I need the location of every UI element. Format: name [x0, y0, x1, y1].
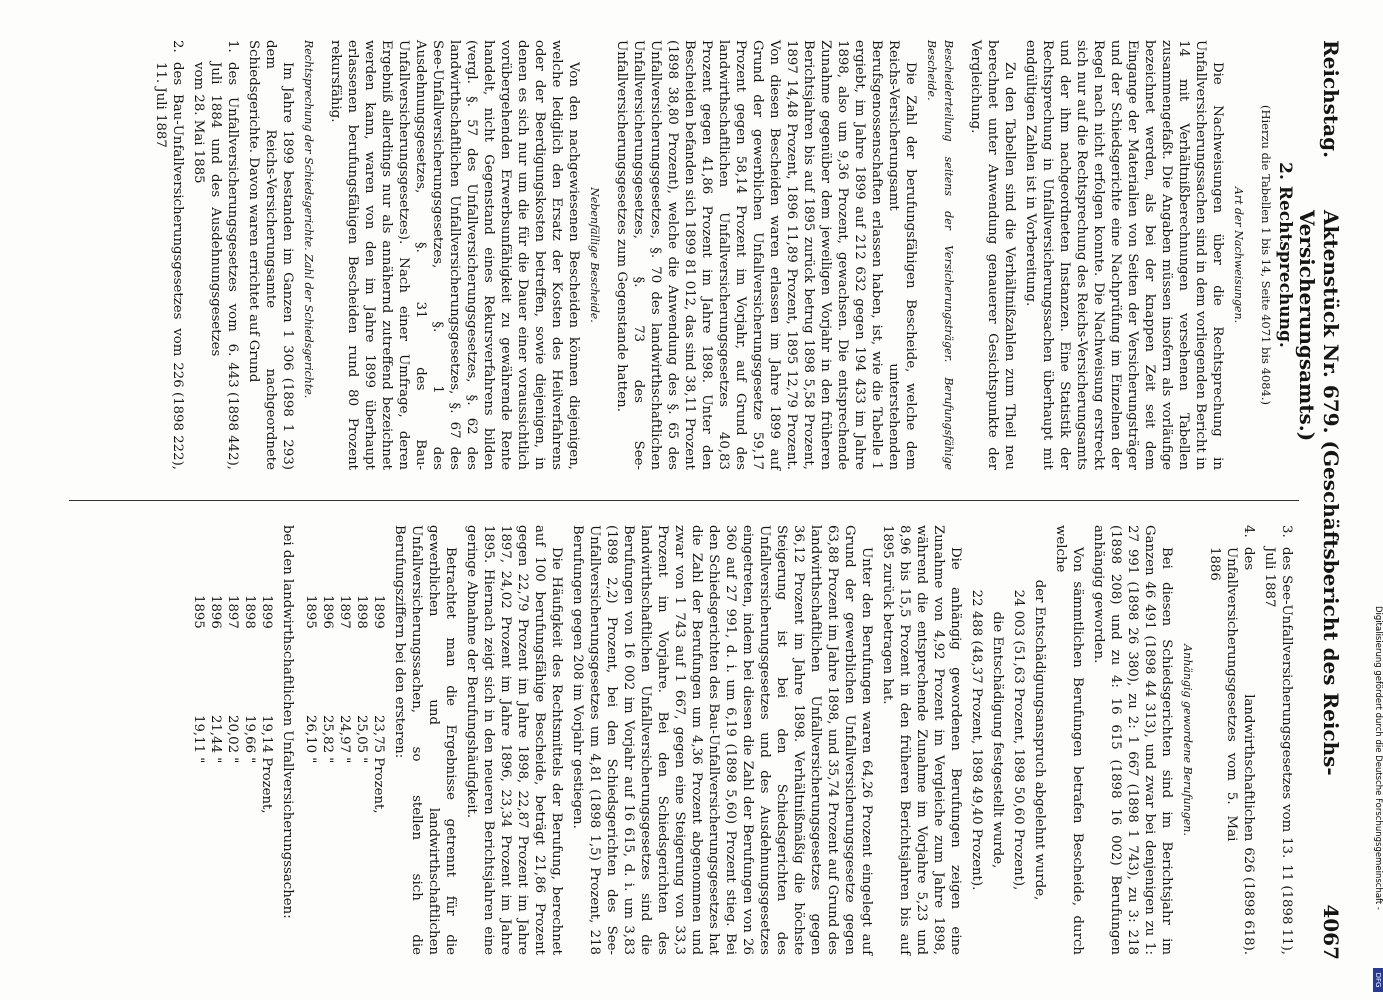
- value-cell: 21,44 ": [208, 715, 223, 764]
- header-title: Aktenstück Nr. 679. (Geschäftsbericht des Reichs-Versicherungsamts.): [1295, 210, 1343, 776]
- section-title: 2. Rechtsprechung.: [1275, 162, 1295, 348]
- table-row: [258, 595, 275, 955]
- value-cell: 25,05 ": [354, 715, 369, 764]
- value-cell: 20,02 ": [225, 715, 240, 764]
- year-cell: 1896: [320, 595, 335, 629]
- value-cell: 19,66 ": [242, 715, 257, 764]
- year-cell: 1897: [225, 595, 240, 629]
- table-row: [190, 595, 207, 955]
- table-row: [353, 595, 370, 955]
- list-value: 626 (1898 618).: [1241, 847, 1256, 955]
- digitization-credit: Digitalisierung gefördert durch die Deutsche Forschungsgemeinschaft -: [1373, 606, 1383, 910]
- court-list: [1206, 525, 1295, 955]
- paragraph: Die Häufigkeit des Rechtsmittels der Berufung, berechnet auf 100 berufungsfähige Bescheide, beträgt 21,86 Prozent gegen 22,79 Prozent im Jahre 1898, 22,87 Prozent im Jahre 1897, 24,02 Prozent im Jahre 1896, 23,34 Prozent im Jahre 1895. Hiernach zeigt sich in den neueren Berichtsjahren eine geringe Abnahme der Berufungshäufigkeit.: [464, 525, 564, 955]
- section-note: (Hierzu die Tabellen 1 bis 14, Seite 4071 bis 4084.): [1259, 104, 1273, 406]
- list-item: [152, 40, 186, 470]
- value-cell: 19,11 ": [191, 715, 206, 764]
- paragraph: Betrachtet man die Ergebnisse getrennt für die gewerblichen und landwirthschaftlichen Unfallversicherungssachen, so stellen sich die Berufungsziffern bei den ersteren:: [392, 525, 458, 955]
- paragraph: Bei diesen Schiedsgerichten sind im Berichtsjahr im Ganzen 46 491 (1898 44 313), und zwar bei denjenigen zu 1: 27 991 (1898 26 380), zu 2: 1 667 (1898 1 743), zu 3: 218 (1898 208) und zu 4: 16 615 (1898 16 002) Berufungen anhängig geworden.: [1091, 525, 1174, 955]
- page-number: 4067: [1319, 904, 1343, 960]
- subheading: Anhängig gewordene Berufungen.: [1181, 644, 1194, 836]
- court-list: [152, 40, 241, 470]
- list-number: 3.: [1279, 525, 1294, 538]
- table-row: [336, 595, 353, 955]
- list-text: des Unfallversicherungsgesetzes vom 6. Juli 1884 und des Ausdehnungsgesetzes vom 28. Mai 1885: [191, 62, 240, 357]
- paragraph: Unter den Berufungen waren 64,26 Prozent eingelegt auf Grund der gewerblichen Unfallversicherungsgesetze gegen 63,88 Prozent im Jahre 1898, und 35,74 Prozent auf Grund des landwirthschaftlichen Unfallversicherungsgesetzes gegen 36,12 Prozent im Jahre 1898. Verhältnißmäßig die höchste Steigerung ist bei den Schiedsgerichten des Unfallversicherungsgesetzes und des Ausdehnungsgesetzes eingetreten, indem bei diesen die Zahl der Berufungen von 26 360 auf 27 991, d. i. um 6,19 (1898 5,60) Prozent stieg. Bei den Schiedsgerichten des Bau-Unfallversicherungsgesetzes hat die Zahl der Berufungen um 4,36 Prozent abgenommen und zwar von 1 743 auf 1 667, gegen eine Steigerung von 33,3 Prozent im Vorjahre. Bei den Schiedsgerichten des landwirthschaftlichen Unfallversicherungsgesetzes sind die Berufungen von 16 002 im Vorjahr auf 16 615, d. i. um 3,83 (1898 2,2) Prozent, bei den Schiedsgerichten des See-Unfallversicherungsgesetzes um 4,81 (1898 1,5) Prozent, 218 Berufungen gegen 208 im Vorjahr gestiegen.: [570, 525, 874, 955]
- value-cell: 23,75 Prozent,: [371, 715, 386, 814]
- left-column: [148, 40, 1299, 470]
- subheading: Art der Nachweisungen.: [1232, 186, 1245, 324]
- year-table-commercial: [302, 595, 387, 955]
- stat-line: der Entschädigungsanspruch abgelehnt wurde,: [1032, 579, 1047, 901]
- header-left: Reichstag.: [1319, 40, 1343, 159]
- list-text: des landwirthschaftlichen Unfallversicherungsgesetzes vom 5. Mai 1886: [1207, 547, 1256, 842]
- list-number: 1.: [225, 40, 240, 53]
- right-column: [184, 525, 1299, 955]
- value-cell: 26,10 ": [303, 715, 318, 764]
- year-table-agricultural: [190, 595, 275, 955]
- table-row: [319, 595, 336, 955]
- paragraph: Von sämmtlichen Berufungen betrafen Bescheide, durch welche: [1053, 525, 1085, 955]
- year-cell: 1896: [208, 595, 223, 629]
- digitization-credit-strip: [1372, 0, 1383, 1000]
- table-row: [370, 595, 387, 955]
- paragraph: Zu den Tabellen sind die Verhältnißzahlen zum Theil neu berechnet unter Anwendung genauerer Gesichtspunkte der Vergleichung.: [968, 40, 1017, 470]
- stat-line: 24 003 (51,63 Prozent, 1898 50,60 Prozent),: [1011, 589, 1026, 891]
- paragraph: Die anhängig gewordenen Berufungen zeigen eine Zunahme von 4,92 Prozent im Vergleiche zum Jahre 1898, während die entsprechende Zunahme im Vorjahre 5,23 und 8,96 bis 15,5 Prozent in den früheren Berichtsjahren bis auf 1895 zurück betragen hat.: [880, 525, 963, 955]
- year-cell: 1898: [354, 595, 369, 629]
- list-item: [1206, 525, 1257, 955]
- page-header: [1295, 40, 1343, 960]
- paragraph: Im Jahre 1899 bestanden im Ganzen 1 306 (1898 1 293) dem Reichs-Versicherungsamte nachgeordnete Schiedsgerichte. Davon waren errichtet auf Grund: [246, 40, 295, 470]
- paragraph: Die Nachweisungen über die Rechtsprechung in Unfallversicherungssachen sind in dem vorliegenden Bericht in 14 mit Verhältnißberechnungen versehenen Tabellen zusammengefaßt. Die Angaben müssen insofern als vorläufige bezeichnet werden, als bei der knappen Zeit seit dem Eingange der Materialien von Seiten der Versicherungsträger und der Schiedsgerichte eine Nachprüfung im Einzelnen der Regel nach nicht erfolgen konnte. Die Nachweisung erstreckt sich nur auf die Rechtsprechung des Reichs-Versicherungsamts und der ihm nachgeordneten Instanzen. Eine Statistik der Rechtsprechung in Unfallversicherungssachen überhaupt mit endgültigen Zahlen ist in Vorbereitung.: [1023, 40, 1225, 470]
- year-cell: 1895: [191, 595, 206, 629]
- list-item: [1261, 525, 1295, 955]
- stat-line: 22 488 (48,37 Prozent, 1898 49,40 Prozent).: [969, 589, 984, 891]
- year-cell: 1898: [242, 595, 257, 629]
- list-item: [190, 40, 241, 470]
- list-value: 11 (1898 11),: [1279, 864, 1294, 955]
- table-row: [241, 595, 258, 955]
- list-number: 2.: [170, 40, 185, 53]
- year-cell: 1899: [259, 595, 274, 629]
- subheading: Rechtsprechung der Schiedsgerichte. Zahl der Schiedsgerichte.: [302, 40, 315, 399]
- year-cell: 1895: [303, 595, 318, 629]
- table-row: [302, 595, 319, 955]
- subheading: Bescheiderteilung seitens der Versicherungsträger. Berufungsfähige Bescheide.: [925, 40, 955, 470]
- list-value: 443 (1898 442),: [225, 362, 240, 470]
- year-cell: 1897: [337, 595, 352, 629]
- year-cell: 1899: [371, 595, 386, 629]
- stat-line: die Entschädigung festgestellt wurde,: [990, 611, 1005, 869]
- dfg-logo-icon: DFG: [1373, 968, 1383, 992]
- table-intro: bei den landwirthschaftlichen Unfallversicherungssachen:: [280, 525, 295, 919]
- list-number: 4.: [1241, 525, 1256, 538]
- paragraph: Die Zahl der berufungsfähigen Bescheide, welche dem Reichs-Versicherungsamt unterstehenden Berufsgenossenschaften erlassen haben, ist, wie die Tabelle 1 ergiebt, im Jahre 1899 auf 212 632 gegen 194 433 im Jahre 1898, also um 9,36 Prozent, gewachsen. Die entsprechende Zunahme gegenüber dem jeweiligen Vorjahr in den früheren Berichtsjahren bis auf 1895 zurück betrug 1898 5,58 Prozent, 1897 14,48 Prozent, 1896 11,89 Prozent, 1895 12,79 Prozent. Von diesen Bescheiden waren erlassen im Jahre 1899 auf Grund der gewerblichen Unfallversicherungsgesetze 59,17 Prozent gegen 58,14 Prozent im Vorjahr, auf Grund des landwirthschaftlichen Unfallversicherungsgesetzes 40,83 Prozent gegen 41,86 Prozent im Jahre 1898. Unter den Bescheiden befanden sich 1899 81 012, das sind 38,11 Prozent (1898 38,80 Prozent), welche die Anwendung des §. 65 des Unfallversicherungsgesetzes, §. 70 des landwirthschaftlichen Unfallversicherungsgesetzes, §. 73 des See-Unfallversicherungsgesetzes zum Gegenstande hatten.: [614, 40, 918, 470]
- list-text: des Bau-Unfallversicherungsgesetzes vom 11. Juli 1887: [153, 62, 185, 357]
- value-cell: 25,82 ": [320, 715, 335, 764]
- list-value: 226 (1898 222),: [170, 362, 185, 470]
- paragraph: Von den nachgewiesenen Bescheiden können diejenigen, welche lediglich den Ersatz der Kosten des Heilverfahrens oder der Beerdigungskosten betreffen, sowie diejenigen, in denen es sich nur um die für die Dauer einer voraussichtlich vorübergehenden Erwerbsunfähigkeit zu gewährende Rente handelt, nicht Gegenstand eines Rekursverfahrens bilden (vergl. §. 57 des Unfallversicherungsgesetzes, §. 62 des landwirthschaftlichen Unfallversicherungsgesetzes, §. 67 des See-Unfallversicherungsgesetzes, §. 1 des Ausdehnungsgesetzes, §. 31 des Bau-Unfallversicherungsgesetzes). Nach einer Umfrage, deren Ergebniß allerdings nur als annähernd zutreffend bezeichnet werden kann, waren von den im Jahre 1899 überhaupt erlassenen berufungsfähigen Bescheiden rund 80 Prozent rekursfähig.: [328, 40, 581, 470]
- list-text: des See-Unfallversicherungsgesetzes vom 13. Juli 1887: [1262, 547, 1294, 859]
- table-row: [224, 595, 241, 955]
- table-row: [207, 595, 224, 955]
- value-cell: 24,97 ": [337, 715, 352, 764]
- subheading: Nebenfällige Bescheide.: [588, 187, 601, 323]
- value-cell: 19,14 Prozent,: [259, 715, 274, 814]
- column-divider: [69, 500, 1299, 501]
